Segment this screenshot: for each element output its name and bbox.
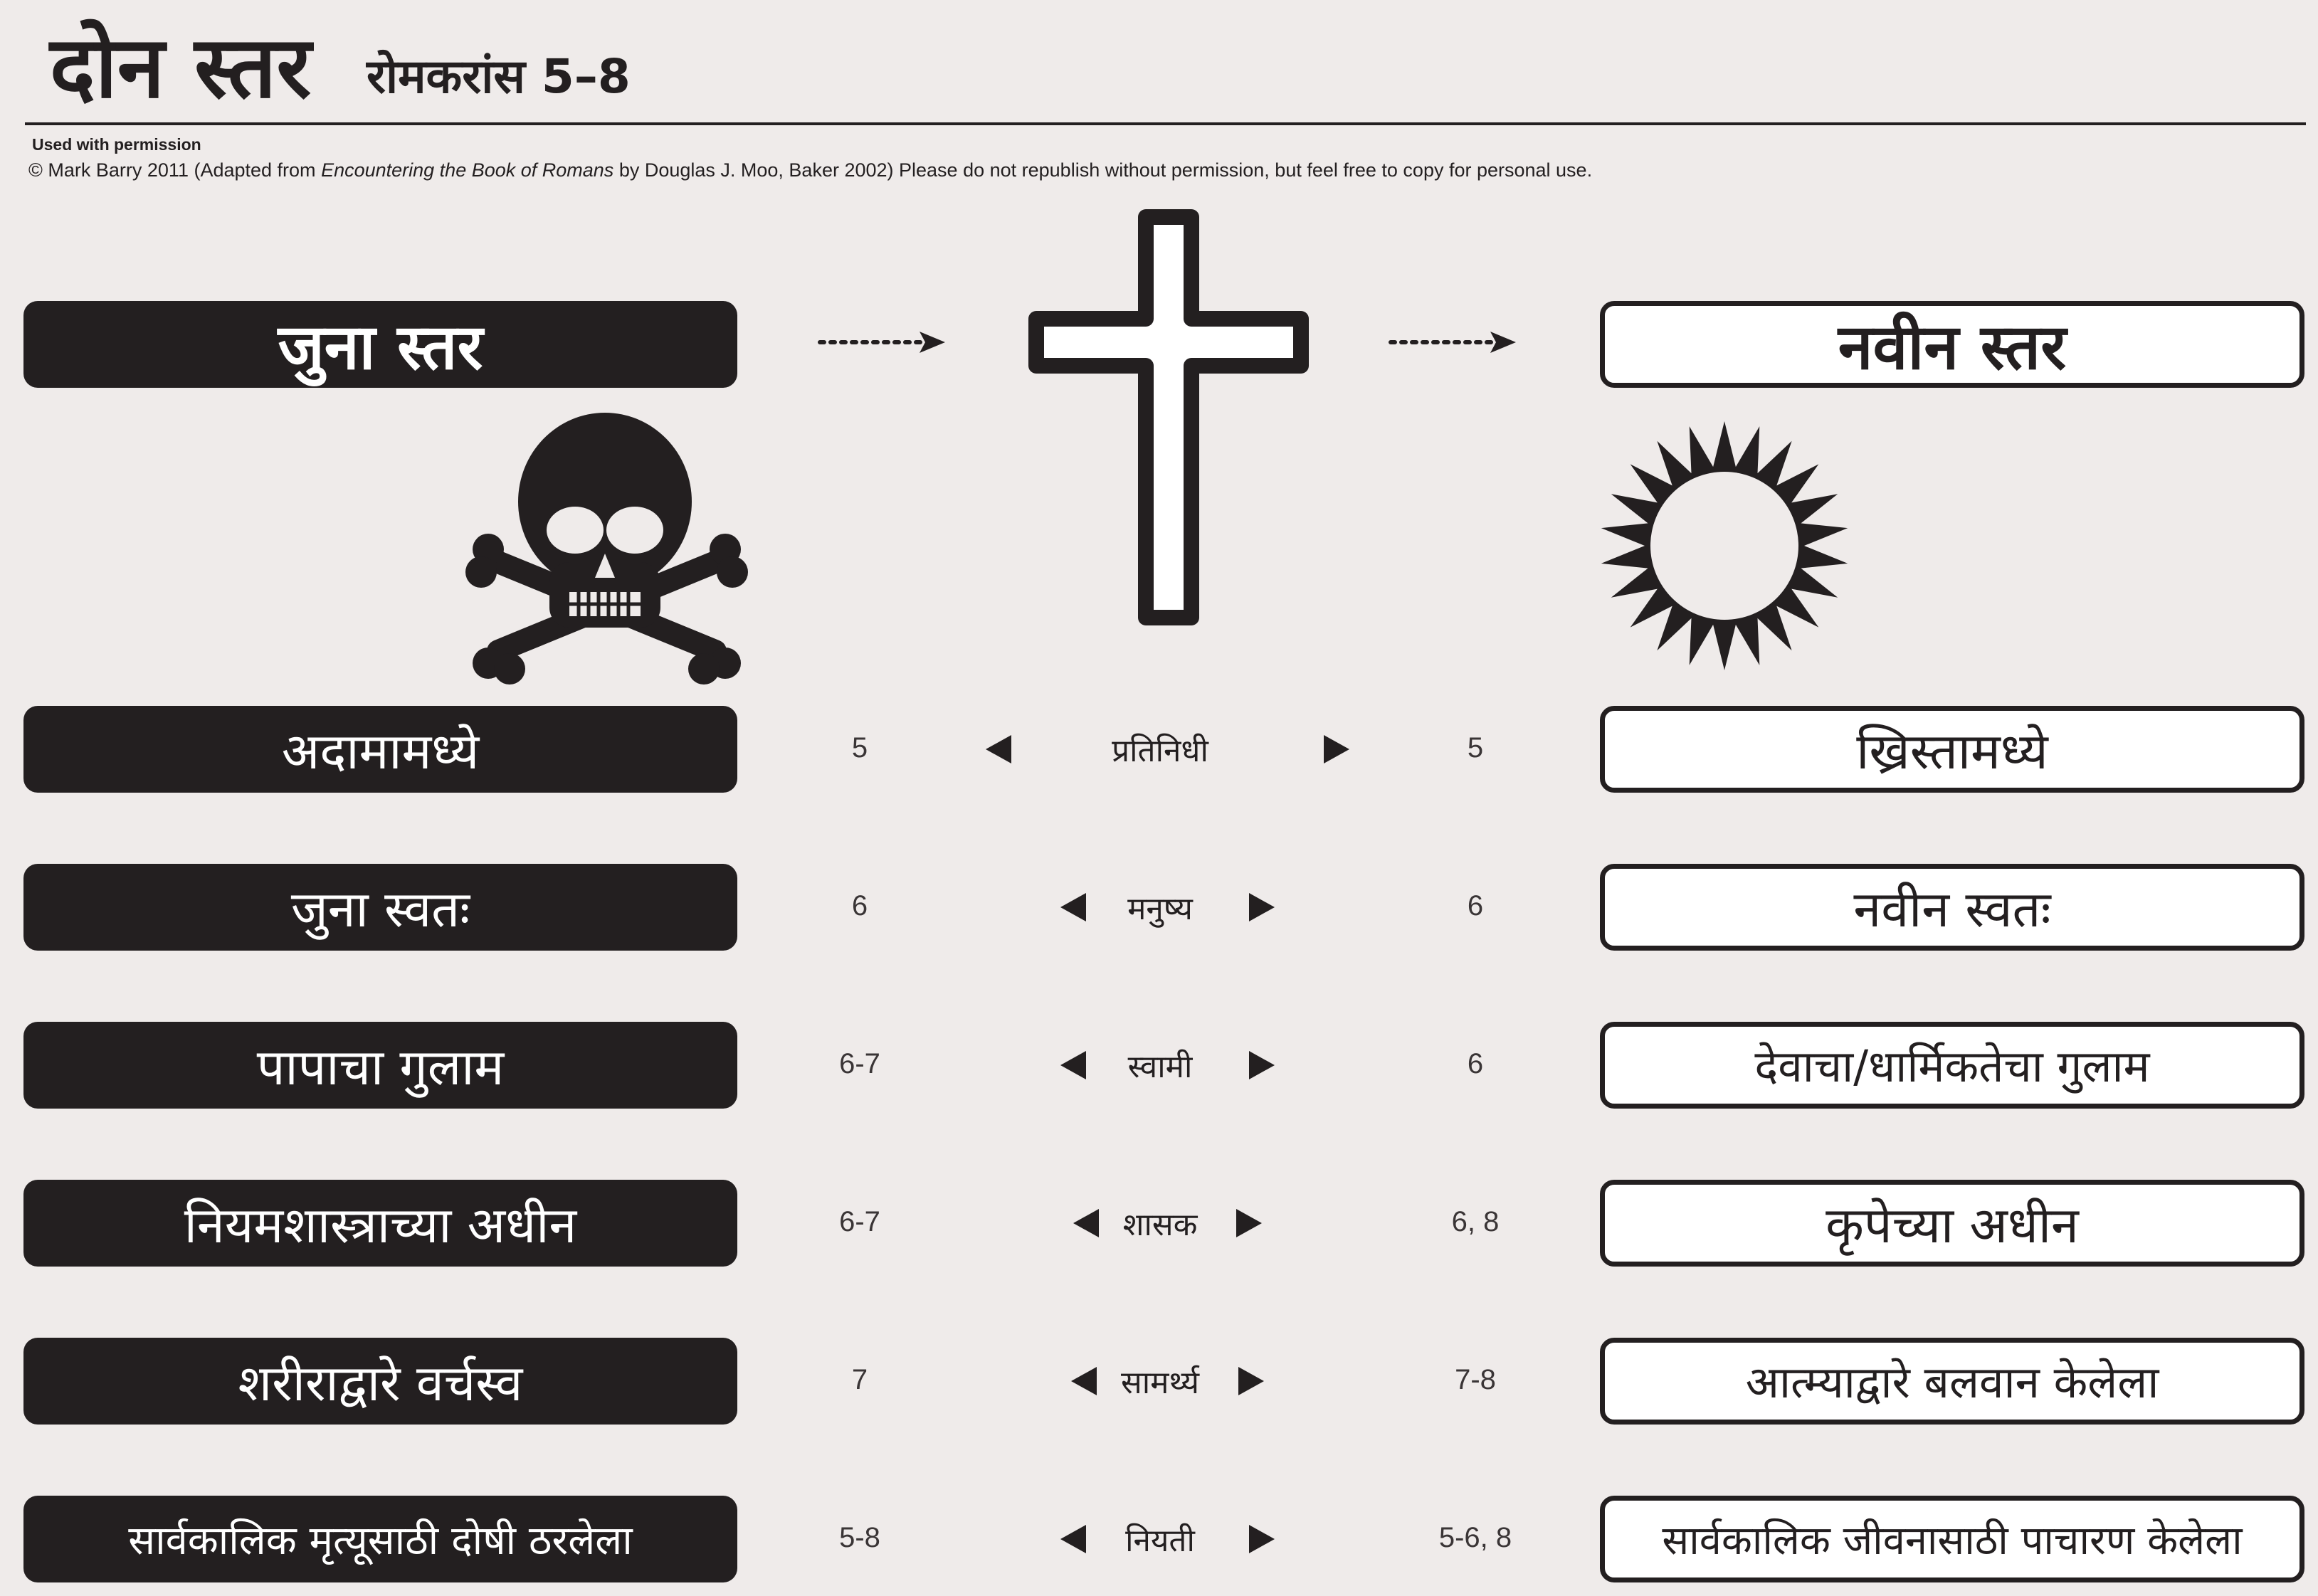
old-state-box: शरीराद्वारे वर्चस्व <box>23 1338 737 1425</box>
copyright-suffix: by Douglas J. Moo, Baker 2002) Please do not republish without permission, but feel free to copy for personal use. <box>613 159 1593 181</box>
new-state-reference: 6 <box>1467 1048 1484 1079</box>
new-state-box: देवाचा/धार्मिकतेचा गुलाम <box>1600 1022 2304 1109</box>
old-state-reference: 6-7 <box>839 1206 880 1237</box>
triangle-pointer-icon <box>1238 1367 1264 1395</box>
new-state-reference: 6, 8 <box>1451 1206 1500 1237</box>
new-state-box: आत्म्याद्वारे बलवान केलेला <box>1600 1338 2304 1425</box>
old-state-reference: 6 <box>851 890 868 921</box>
old-state-reference: 5-8 <box>839 1522 880 1553</box>
dotted-arrow-icon <box>1391 332 1516 353</box>
triangle-pointer-icon <box>1249 1525 1275 1553</box>
cross-icon <box>1036 217 1301 618</box>
triangle-pointer-icon <box>1324 735 1349 763</box>
topic-label: नियती <box>1125 1523 1195 1559</box>
old-state-box: नियमशास्त्राच्या अधीन <box>23 1180 737 1267</box>
new-state-box: कृपेच्या अधीन <box>1600 1180 2304 1267</box>
new-state-box: ख्रिस्तामध्ये <box>1600 706 2304 793</box>
page-title: दोन स्तर <box>50 19 312 117</box>
old-state-box: जुना स्वतः <box>23 864 737 951</box>
old-state-box: अदामामध्ये <box>23 706 737 793</box>
old-state-reference: 7 <box>851 1364 868 1395</box>
old-state-box: सार्वकालिक मृत्यूसाठी दोषी ठरलेला <box>23 1496 737 1582</box>
new-state-heading: नवीन स्तर <box>1600 301 2304 388</box>
topic-label: स्वामी <box>1127 1049 1193 1085</box>
topic-label: प्रतिनिधी <box>1112 733 1208 769</box>
new-state-box: नवीन स्वतः <box>1600 864 2304 951</box>
copyright-prefix: © Mark Barry 2011 (Adapted from <box>28 159 322 181</box>
old-state-heading: जुना स्तर <box>23 301 737 388</box>
starburst-icon <box>1601 421 1848 670</box>
old-state-reference: 6-7 <box>839 1048 880 1079</box>
topic-label: सामर्थ्य <box>1121 1365 1199 1401</box>
new-state-reference: 7-8 <box>1455 1364 1496 1395</box>
triangle-pointer-icon <box>1249 893 1275 921</box>
topic-label: मनुष्य <box>1127 891 1193 927</box>
permission-note: Used with permission <box>32 135 201 154</box>
new-state-reference: 5-6, 8 <box>1438 1522 1512 1553</box>
skull-crossbones-icon <box>465 413 748 685</box>
new-state-reference: 5 <box>1467 732 1484 763</box>
old-state-reference: 5 <box>851 732 868 763</box>
triangle-pointer-icon <box>986 735 1011 763</box>
new-state-reference: 6 <box>1467 890 1484 921</box>
old-state-box: पापाचा गुलाम <box>23 1022 737 1109</box>
dotted-arrow-icon <box>820 332 945 353</box>
topic-label: शासक <box>1122 1207 1198 1243</box>
triangle-pointer-icon <box>1249 1051 1275 1079</box>
page-subtitle: रोमकरांस 5–8 <box>367 49 631 104</box>
copyright-book-title: Encountering the Book of Romans <box>321 159 614 181</box>
triangle-pointer-icon <box>1236 1209 1262 1237</box>
new-state-box: सार्वकालिक जीवनासाठी पाचारण केलेला <box>1600 1496 2304 1582</box>
